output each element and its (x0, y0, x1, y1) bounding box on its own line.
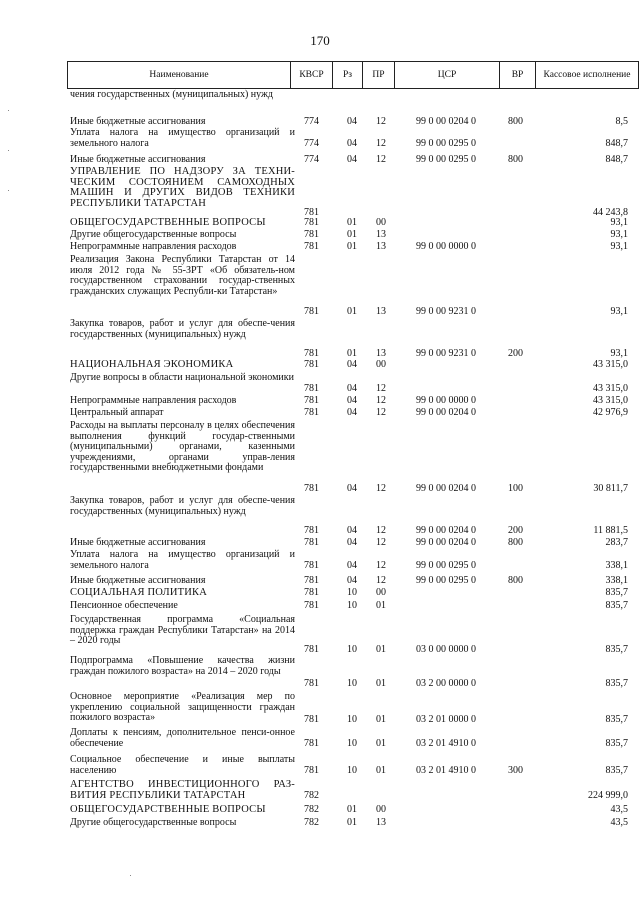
table-row (67, 373, 639, 394)
table-row (67, 90, 639, 110)
row-kvsr: 781 (304, 764, 319, 776)
row-kvsr: 774 (304, 153, 319, 165)
row-sum: 848,7 (605, 137, 628, 149)
row-pr: 12 (376, 559, 386, 571)
row-vr: 800 (508, 115, 523, 127)
row-sum: 93,1 (610, 305, 628, 317)
row-kvsr: 781 (304, 382, 319, 394)
row-vr: 300 (508, 764, 523, 776)
row-sum: 835,7 (605, 599, 628, 611)
row-csr: 03 2 01 4910 0 (416, 737, 476, 749)
table-row (67, 615, 639, 655)
row-sum: 93,1 (610, 216, 628, 228)
row-pr: 01 (376, 737, 386, 749)
row-name: Уплата налога на имущество организаций и земельного налога (70, 549, 295, 571)
row-kvsr: 781 (304, 599, 319, 611)
row-kvsr: 781 (304, 347, 319, 359)
row-rz: 04 (347, 536, 357, 548)
table-row (67, 601, 639, 611)
row-rz: 04 (347, 153, 357, 165)
table-row (67, 230, 639, 240)
row-csr: 99 0 00 0295 0 (416, 137, 476, 149)
row-csr: 99 0 00 0204 0 (416, 482, 476, 494)
row-vr: 800 (508, 153, 523, 165)
header-name: Наименование (68, 62, 291, 88)
row-kvsr: 781 (304, 559, 319, 571)
row-name: СОЦИАЛЬНАЯ ПОЛИТИКА (70, 587, 208, 598)
table-row (67, 421, 639, 494)
row-name: Иные бюджетные ассигнования (70, 537, 206, 548)
row-kvsr: 781 (304, 206, 319, 218)
row-name: Государственная программа «Социальная поддержка граждан Республики Татарстан» на 2014 – 2020 годы (70, 614, 295, 646)
row-pr: 12 (376, 406, 386, 418)
row-pr: 12 (376, 382, 386, 394)
row-vr: 800 (508, 574, 523, 586)
row-name: Пенсионное обеспечение (70, 600, 178, 611)
row-vr: 100 (508, 482, 523, 494)
row-kvsr: 781 (304, 677, 319, 689)
row-kvsr: 781 (304, 358, 319, 370)
row-kvsr: 781 (304, 574, 319, 586)
row-pr: 01 (376, 599, 386, 611)
row-name: Непрограммные направления расходов (70, 241, 237, 252)
row-sum: 43 315,0 (593, 394, 628, 406)
table-row (67, 319, 639, 359)
table-row (67, 128, 639, 149)
row-pr: 12 (376, 394, 386, 406)
row-csr: 99 0 00 0295 0 (416, 574, 476, 586)
table-row (67, 550, 639, 571)
row-name: УПРАВЛЕНИЕ ПО НАДЗОРУ ЗА ТЕХНИ-ЧЕСКИМ СОСТОЯНИЕМ САМОХОДНЫХ МАШИН И ДРУГИХ ВИДОВ ТЕХНИКИ РЕСПУБЛИКИ ТАТАРСТАН (70, 166, 295, 209)
row-sum: 43,5 (610, 803, 628, 815)
row-pr: 00 (376, 358, 386, 370)
row-name: АГЕНТСТВО ИНВЕСТИЦИОННОГО РАЗ-ВИТИЯ РЕСПУБЛИКИ ТАТАРСТАН (70, 779, 295, 801)
row-name: Подпрограмма «Повышение качества жизни граждан пожилого возраста» на 2014 – 2020 годы (70, 655, 295, 677)
row-pr: 12 (376, 574, 386, 586)
row-pr: 01 (376, 764, 386, 776)
row-name: Другие вопросы в области национальной экономики (70, 372, 294, 383)
header-pr: ПР (363, 62, 395, 88)
row-rz: 10 (347, 599, 357, 611)
row-sum: 835,7 (605, 586, 628, 598)
row-rz: 04 (347, 559, 357, 571)
header-rz: Рз (333, 62, 363, 88)
table-row (67, 576, 639, 586)
row-csr: 99 0 00 0204 0 (416, 536, 476, 548)
row-sum: 283,7 (605, 536, 628, 548)
row-kvsr: 781 (304, 713, 319, 725)
row-sum: 43 315,0 (593, 358, 628, 370)
row-pr: 13 (376, 240, 386, 252)
row-sum: 835,7 (605, 677, 628, 689)
row-kvsr: 781 (304, 228, 319, 240)
table-row (67, 728, 639, 749)
row-pr: 00 (376, 803, 386, 815)
row-sum: 30 811,7 (593, 482, 628, 494)
row-rz: 10 (347, 713, 357, 725)
row-rz: 01 (347, 803, 357, 815)
row-csr: 99 0 00 0000 0 (416, 240, 476, 252)
row-name: Иные бюджетные ассигнования (70, 575, 206, 586)
header-sum: Кассовое исполнение (543, 69, 631, 80)
row-sum: 224 999,0 (588, 789, 628, 801)
row-pr: 13 (376, 305, 386, 317)
row-sum: 93,1 (610, 240, 628, 252)
row-sum: 93,1 (610, 347, 628, 359)
row-sum: 835,7 (605, 713, 628, 725)
row-kvsr: 781 (304, 240, 319, 252)
row-rz: 04 (347, 406, 357, 418)
row-rz: 04 (347, 524, 357, 536)
row-name: Основное мероприятие «Реализация мер по укреплению социальной защищенности граждан пожилого возраста» (70, 691, 295, 723)
table-header (67, 61, 639, 89)
row-rz: 10 (347, 643, 357, 655)
row-name: чения государственных (муниципальных) нужд (70, 89, 274, 100)
row-rz: 04 (347, 382, 357, 394)
table-row (67, 242, 639, 252)
row-kvsr: 782 (304, 789, 319, 801)
row-kvsr: 781 (304, 524, 319, 536)
row-name: Реализация Закона Республики Татарстан от 14 июля 2012 года № 55-ЗРТ «Об обязатель-ном государственном страховании государ-ственных гражданских служащих Республи-ки Татарстан» (70, 254, 295, 297)
row-pr: 12 (376, 153, 386, 165)
row-name: Другие общегосударственные вопросы (70, 229, 237, 240)
margin-mark (130, 875, 131, 876)
row-sum: 93,1 (610, 228, 628, 240)
row-pr: 12 (376, 137, 386, 149)
row-csr: 99 0 00 0000 0 (416, 394, 476, 406)
row-kvsr: 774 (304, 115, 319, 127)
row-vr: 200 (508, 347, 523, 359)
margin-mark (8, 190, 9, 191)
row-rz: 01 (347, 228, 357, 240)
row-name: Непрограммные направления расходов (70, 395, 237, 406)
row-sum: 42 976,9 (593, 406, 628, 418)
row-name: Закупка товаров, работ и услуг для обеспе-чения государственных (муниципальных) нужд (70, 495, 295, 517)
row-sum: 8,5 (615, 115, 628, 127)
row-pr: 13 (376, 228, 386, 240)
row-csr: 03 0 00 0000 0 (416, 643, 476, 655)
row-name: Другие общегосударственные вопросы (70, 817, 237, 828)
row-csr: 99 0 00 0204 0 (416, 115, 476, 127)
row-csr: 03 2 00 0000 0 (416, 677, 476, 689)
table-row (67, 167, 639, 218)
row-kvsr: 782 (304, 803, 319, 815)
table-row (67, 692, 639, 725)
row-sum: 338,1 (605, 574, 628, 586)
row-sum: 44 243,8 (593, 206, 628, 218)
row-csr: 99 0 00 0204 0 (416, 406, 476, 418)
row-kvsr: 781 (304, 394, 319, 406)
row-sum: 338,1 (605, 559, 628, 571)
table-row (67, 408, 639, 418)
table-row (67, 255, 639, 317)
row-name: Закупка товаров, работ и услуг для обеспе-чения государственных (муниципальных) нужд (70, 318, 295, 340)
row-name: Расходы на выплаты персоналу в целях обеспечения выполнения функций государ-ственными (муниципальными) органами, казенными учреждениями, органами управ-ления государственными внебюджетными фондами (70, 420, 295, 473)
row-rz: 10 (347, 737, 357, 749)
margin-mark (8, 110, 9, 111)
table-row (67, 360, 639, 370)
table-row (67, 117, 639, 127)
table-row (67, 755, 639, 776)
row-sum: 835,7 (605, 764, 628, 776)
row-sum: 43 315,0 (593, 382, 628, 394)
row-rz: 10 (347, 677, 357, 689)
row-vr: 800 (508, 536, 523, 548)
row-name: Иные бюджетные ассигнования (70, 154, 206, 165)
row-rz: 10 (347, 586, 357, 598)
row-name: Иные бюджетные ассигнования (70, 116, 206, 127)
row-sum: 835,7 (605, 737, 628, 749)
row-csr: 99 0 00 0295 0 (416, 559, 476, 571)
table-row (67, 396, 639, 406)
margin-mark (8, 150, 9, 151)
row-csr: 99 0 00 0204 0 (416, 524, 476, 536)
row-pr: 01 (376, 677, 386, 689)
row-kvsr: 781 (304, 737, 319, 749)
row-pr: 12 (376, 524, 386, 536)
row-sum: 835,7 (605, 643, 628, 655)
row-rz: 01 (347, 240, 357, 252)
row-sum: 11 881,5 (593, 524, 628, 536)
table-row (67, 780, 639, 801)
row-pr: 12 (376, 482, 386, 494)
row-pr: 12 (376, 536, 386, 548)
row-kvsr: 781 (304, 586, 319, 598)
row-kvsr: 781 (304, 406, 319, 418)
row-pr: 01 (376, 643, 386, 655)
row-csr: 03 2 01 4910 0 (416, 764, 476, 776)
row-kvsr: 781 (304, 536, 319, 548)
row-kvsr: 781 (304, 482, 319, 494)
table-row (67, 218, 639, 228)
row-name: Уплата налога на имущество организаций и земельного налога (70, 127, 295, 149)
row-name: ОБЩЕГОСУДАРСТВЕННЫЕ ВОПРОСЫ (70, 217, 266, 228)
row-csr: 99 0 00 0295 0 (416, 153, 476, 165)
table-row (67, 818, 639, 828)
row-pr: 13 (376, 347, 386, 359)
row-kvsr: 774 (304, 137, 319, 149)
row-sum: 43,5 (610, 816, 628, 828)
row-pr: 13 (376, 816, 386, 828)
row-name: Центральный аппарат (70, 407, 164, 418)
row-kvsr: 781 (304, 305, 319, 317)
table-row (67, 656, 639, 689)
header-vr: ВР (500, 62, 536, 88)
row-kvsr: 781 (304, 216, 319, 228)
row-pr: 01 (376, 713, 386, 725)
row-vr: 200 (508, 524, 523, 536)
row-csr: 99 0 00 9231 0 (416, 347, 476, 359)
row-rz: 01 (347, 816, 357, 828)
row-name: Социальное обеспечение и иные выплаты населению (70, 754, 295, 776)
header-kvsr: КВСР (291, 62, 333, 88)
table-row (67, 588, 639, 598)
header-csr: ЦСР (395, 62, 500, 88)
table-row (67, 538, 639, 548)
row-pr: 12 (376, 115, 386, 127)
row-csr: 03 2 01 0000 0 (416, 713, 476, 725)
row-kvsr: 782 (304, 816, 319, 828)
row-rz: 04 (347, 358, 357, 370)
row-rz: 01 (347, 216, 357, 228)
row-rz: 04 (347, 115, 357, 127)
row-pr: 00 (376, 216, 386, 228)
page-number: 170 (310, 33, 330, 48)
table-row (67, 496, 639, 536)
row-rz: 01 (347, 347, 357, 359)
row-rz: 04 (347, 137, 357, 149)
row-kvsr: 781 (304, 643, 319, 655)
row-rz: 04 (347, 394, 357, 406)
table-row (67, 805, 639, 815)
row-rz: 01 (347, 305, 357, 317)
row-sum: 848,7 (605, 153, 628, 165)
row-rz: 10 (347, 764, 357, 776)
row-pr: 00 (376, 586, 386, 598)
row-rz: 04 (347, 574, 357, 586)
row-rz: 04 (347, 482, 357, 494)
row-name: Доплаты к пенсиям, дополнительное пенси-онное обеспечение (70, 727, 295, 749)
row-name: ОБЩЕГОСУДАРСТВЕННЫЕ ВОПРОСЫ (70, 804, 266, 815)
row-csr: 99 0 00 9231 0 (416, 305, 476, 317)
row-name: НАЦИОНАЛЬНАЯ ЭКОНОМИКА (70, 359, 234, 370)
table-row (67, 155, 639, 165)
